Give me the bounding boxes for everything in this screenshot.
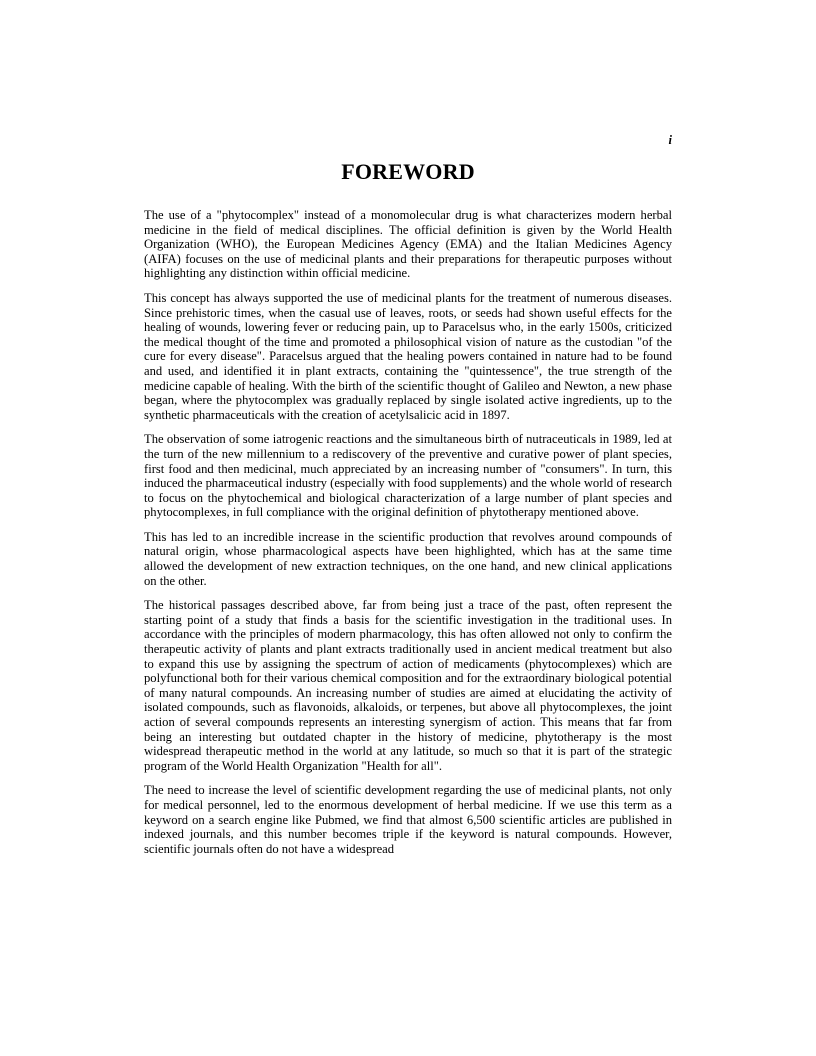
paragraph-4: This has led to an incredible increase in the scientific production that revolves around compounds of natural origin, whose pharmacological aspects have been highlighted, which has at the same time allowed the development of new extraction techniques, on the one hand, and new clinical applications on the other. (144, 529, 672, 588)
paragraph-6: The need to increase the level of scientific development regarding the use of medicinal plants, not only for medical personnel, led to the enormous development of herbal medicine. If we use this term as a keyword on a search engine like Pubmed, we find that almost 6,500 scientific articles are published in indexed journals, and this number becomes triple if the keyword is natural compounds. However, scientific journals often do not have a widespread (144, 783, 672, 856)
paragraph-1: The use of a "phytocomplex" instead of a monomolecular drug is what characterizes modern herbal medicine in the field of medical disciplines. The official definition is given by the World Health Organization (WHO), the European Medicines Agency (EMA) and the Italian Medicines Agency (AIFA) focuses on the use of medicinal plants and their preparations for therapeutic purposes without highlighting any distinction within official medicine. (144, 208, 672, 281)
page-title: FOREWORD (341, 159, 475, 184)
paragraph-2: This concept has always supported the use of medicinal plants for the treatment of numerous diseases. Since prehistoric times, when the casual use of leaves, roots, or seeds had shown useful effects for the healing of wounds, lowering fever or reducing pain, up to Paracelsus who, in the early 1500s, criticized the medical thought of the time and promoted a philosophical vision of nature as the custodian "of the cure for every disease". Paracelsus argued that the healing powers contained in nature had to be found and used, and identified it in plant extracts, containing the "quintessence", the true strength of the medicine capable of healing. With the birth of the scientific thought of Galileo and Newton, a new phase began, where the phytocomplex was gradually replaced by single isolated active ingredients, up to the synthetic pharmaceuticals with the creation of acetylsalicic acid in 1897. (144, 290, 672, 422)
foreword-body (144, 208, 672, 866)
page-number: i (668, 133, 672, 147)
paragraph-5: The historical passages described above, far from being just a trace of the past, often represent the starting point of a study that finds a basis for the scientific investigation in the traditional uses. In accordance with the principles of modern pharmacology, this has often allowed not only to confirm the therapeutic activity of plants and plant extracts traditionally used in ancient medical treatment but also to expand this use by assigning the spectrum of action of medicaments (phytocomplexes) which are polyfunctional both for their various chemical composition and for the extraordinary biological potential of many natural compounds. An increasing number of studies are aimed at elucidating the activity of isolated compounds, such as flavonoids, alkaloids, or terpenes, but above all phytocomplexes, the joint action of several compounds represents an interesting synergism of action. This means that far from being an interesting but outdated chapter in the history of medicine, phytotherapy is the most widespread therapeutic method in the world at any latitude, so much so that it is part of the strategic program of the World Health Organization "Health for all". (144, 598, 672, 773)
paragraph-3: The observation of some iatrogenic reactions and the simultaneous birth of nutraceuticals in 1989, led at the turn of the new millennium to a rediscovery of the preventive and curative power of plant species, first food and then medicinal, much appreciated by an increasing number of "consumers". In turn, this induced the pharmaceutical industry (especially with food supplements) and the whole world of research to focus on the phytochemical and biological characterization of a large number of plant species and phytocomplexes, in full compliance with the original definition of phytotherapy mentioned above. (144, 432, 672, 520)
